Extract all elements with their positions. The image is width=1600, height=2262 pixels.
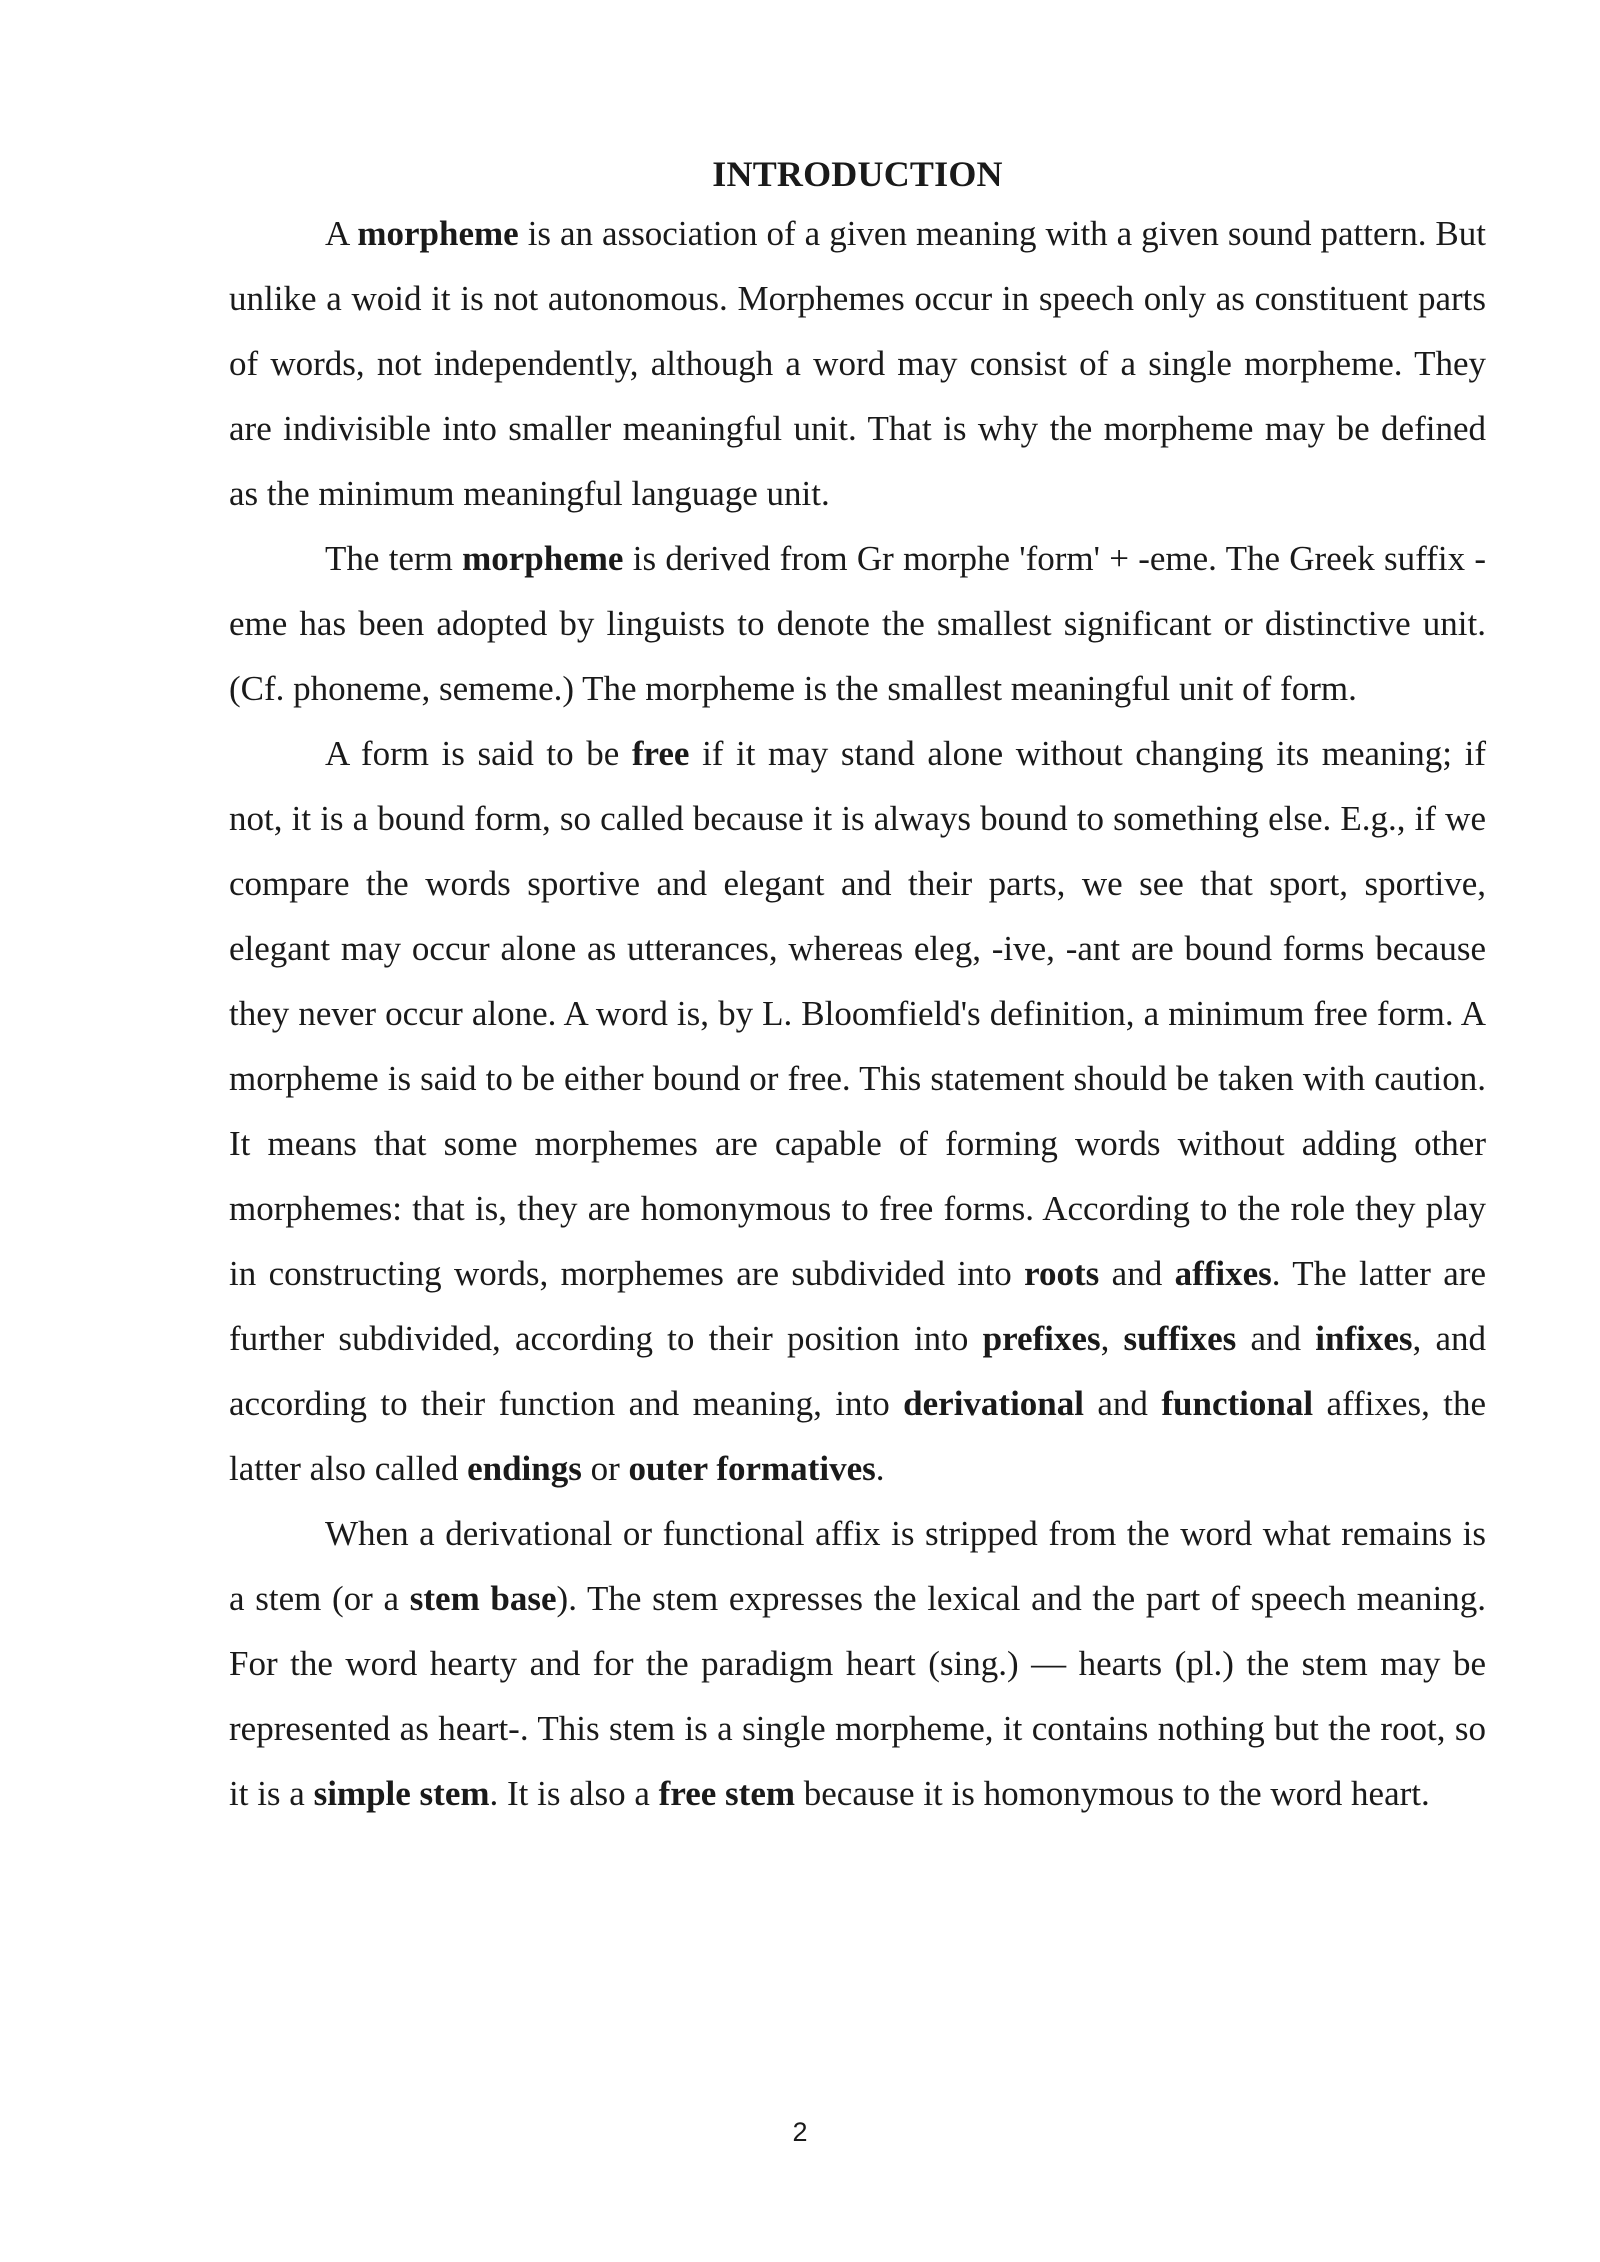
paragraph-free-bound-forms xyxy=(229,721,1486,1501)
bold-term: infixes xyxy=(1315,1319,1413,1358)
text-run: , xyxy=(1100,1319,1124,1358)
bold-term: functional xyxy=(1161,1384,1314,1423)
text-run: ). The stem expresses the lexical and the part of speech meaning. For the word hearty and for the paradigm heart (sing.) — hearts (pl.) the stem may be represented as heart-. This stem is a single morpheme, it contains nothing but the root, so it is a xyxy=(229,1579,1486,1813)
bold-term: roots xyxy=(1024,1254,1100,1293)
paragraph-morpheme-definition xyxy=(229,201,1486,526)
text-run: is derived from Gr morphe 'form' + -eme. The Greek suffix -eme has been adopted by linguists to denote the smallest significant or distinctive unit. (Cf. phoneme, sememe.) The morpheme is the smallest meaningful unit of form. xyxy=(229,539,1486,708)
text-run: A form is said to be xyxy=(325,734,632,773)
document-body xyxy=(229,147,1486,1826)
paragraph-term-origin xyxy=(229,526,1486,721)
text-run: and xyxy=(1236,1319,1316,1358)
bold-term: outer formatives xyxy=(628,1449,876,1488)
bold-term: simple stem xyxy=(313,1774,490,1813)
bold-term: morpheme xyxy=(357,214,519,253)
bold-term: morpheme xyxy=(462,539,624,578)
bold-term: affixes xyxy=(1174,1254,1272,1293)
page-number: 2 xyxy=(792,2117,808,2147)
text-run: . It is also a xyxy=(489,1774,659,1813)
page-title: INTRODUCTION xyxy=(712,154,1003,194)
text-run: . xyxy=(875,1449,885,1488)
text-run: A xyxy=(325,214,358,253)
bold-term: stem base xyxy=(409,1579,557,1618)
text-run: When a derivational or functional affix is stripped from the word what remains is a stem (or a xyxy=(229,1514,1486,1618)
bold-term: suffixes xyxy=(1123,1319,1237,1358)
bold-term: free stem xyxy=(658,1774,796,1813)
text-run: or xyxy=(581,1449,629,1488)
text-run: is an association of a given meaning with a given sound pattern. But unlike a woid it is not autonomous. Morphemes occur in speech only as constituent parts of words, not independently, although a word may consist of a single morpheme. They are indivisible into smaller meaningful unit. That is why the morpheme may be defined as the minimum meaningful language unit. xyxy=(229,214,1486,513)
text-run: , and according to their function and meaning, into xyxy=(229,1319,1486,1423)
text-run: and xyxy=(1099,1254,1175,1293)
text-run: . The latter are further subdivided, according to their position into xyxy=(229,1254,1486,1358)
bold-term: prefixes xyxy=(982,1319,1101,1358)
text-run: affixes, the latter also called xyxy=(229,1384,1486,1488)
text-run: The term xyxy=(325,539,463,578)
bold-term: free xyxy=(631,734,690,773)
bold-term: derivational xyxy=(903,1384,1084,1423)
text-run: because it is homonymous to the word heart. xyxy=(795,1774,1430,1813)
text-run: if it may stand alone without changing its meaning; if not, it is a bound form, so called because it is always bound to something else. E.g., if we compare the words sportive and elegant and their parts, we see that sport, sportive, elegant may occur alone as utterances, whereas eleg, -ive, -ant are bound forms because they never occur alone. A word is, by L. Bloomfield's definition, a minimum free form. A morpheme is said to be either bound or free. This statement should be taken with caution. It means that some morphemes are capable of forming words without adding other morphemes: that is, they are homonymous to free forms. According to the role they play in constructing words, morphemes are subdivided into xyxy=(229,734,1486,1293)
paragraph-stem xyxy=(229,1501,1486,1826)
bold-term: endings xyxy=(467,1449,582,1488)
text-run: and xyxy=(1083,1384,1162,1423)
